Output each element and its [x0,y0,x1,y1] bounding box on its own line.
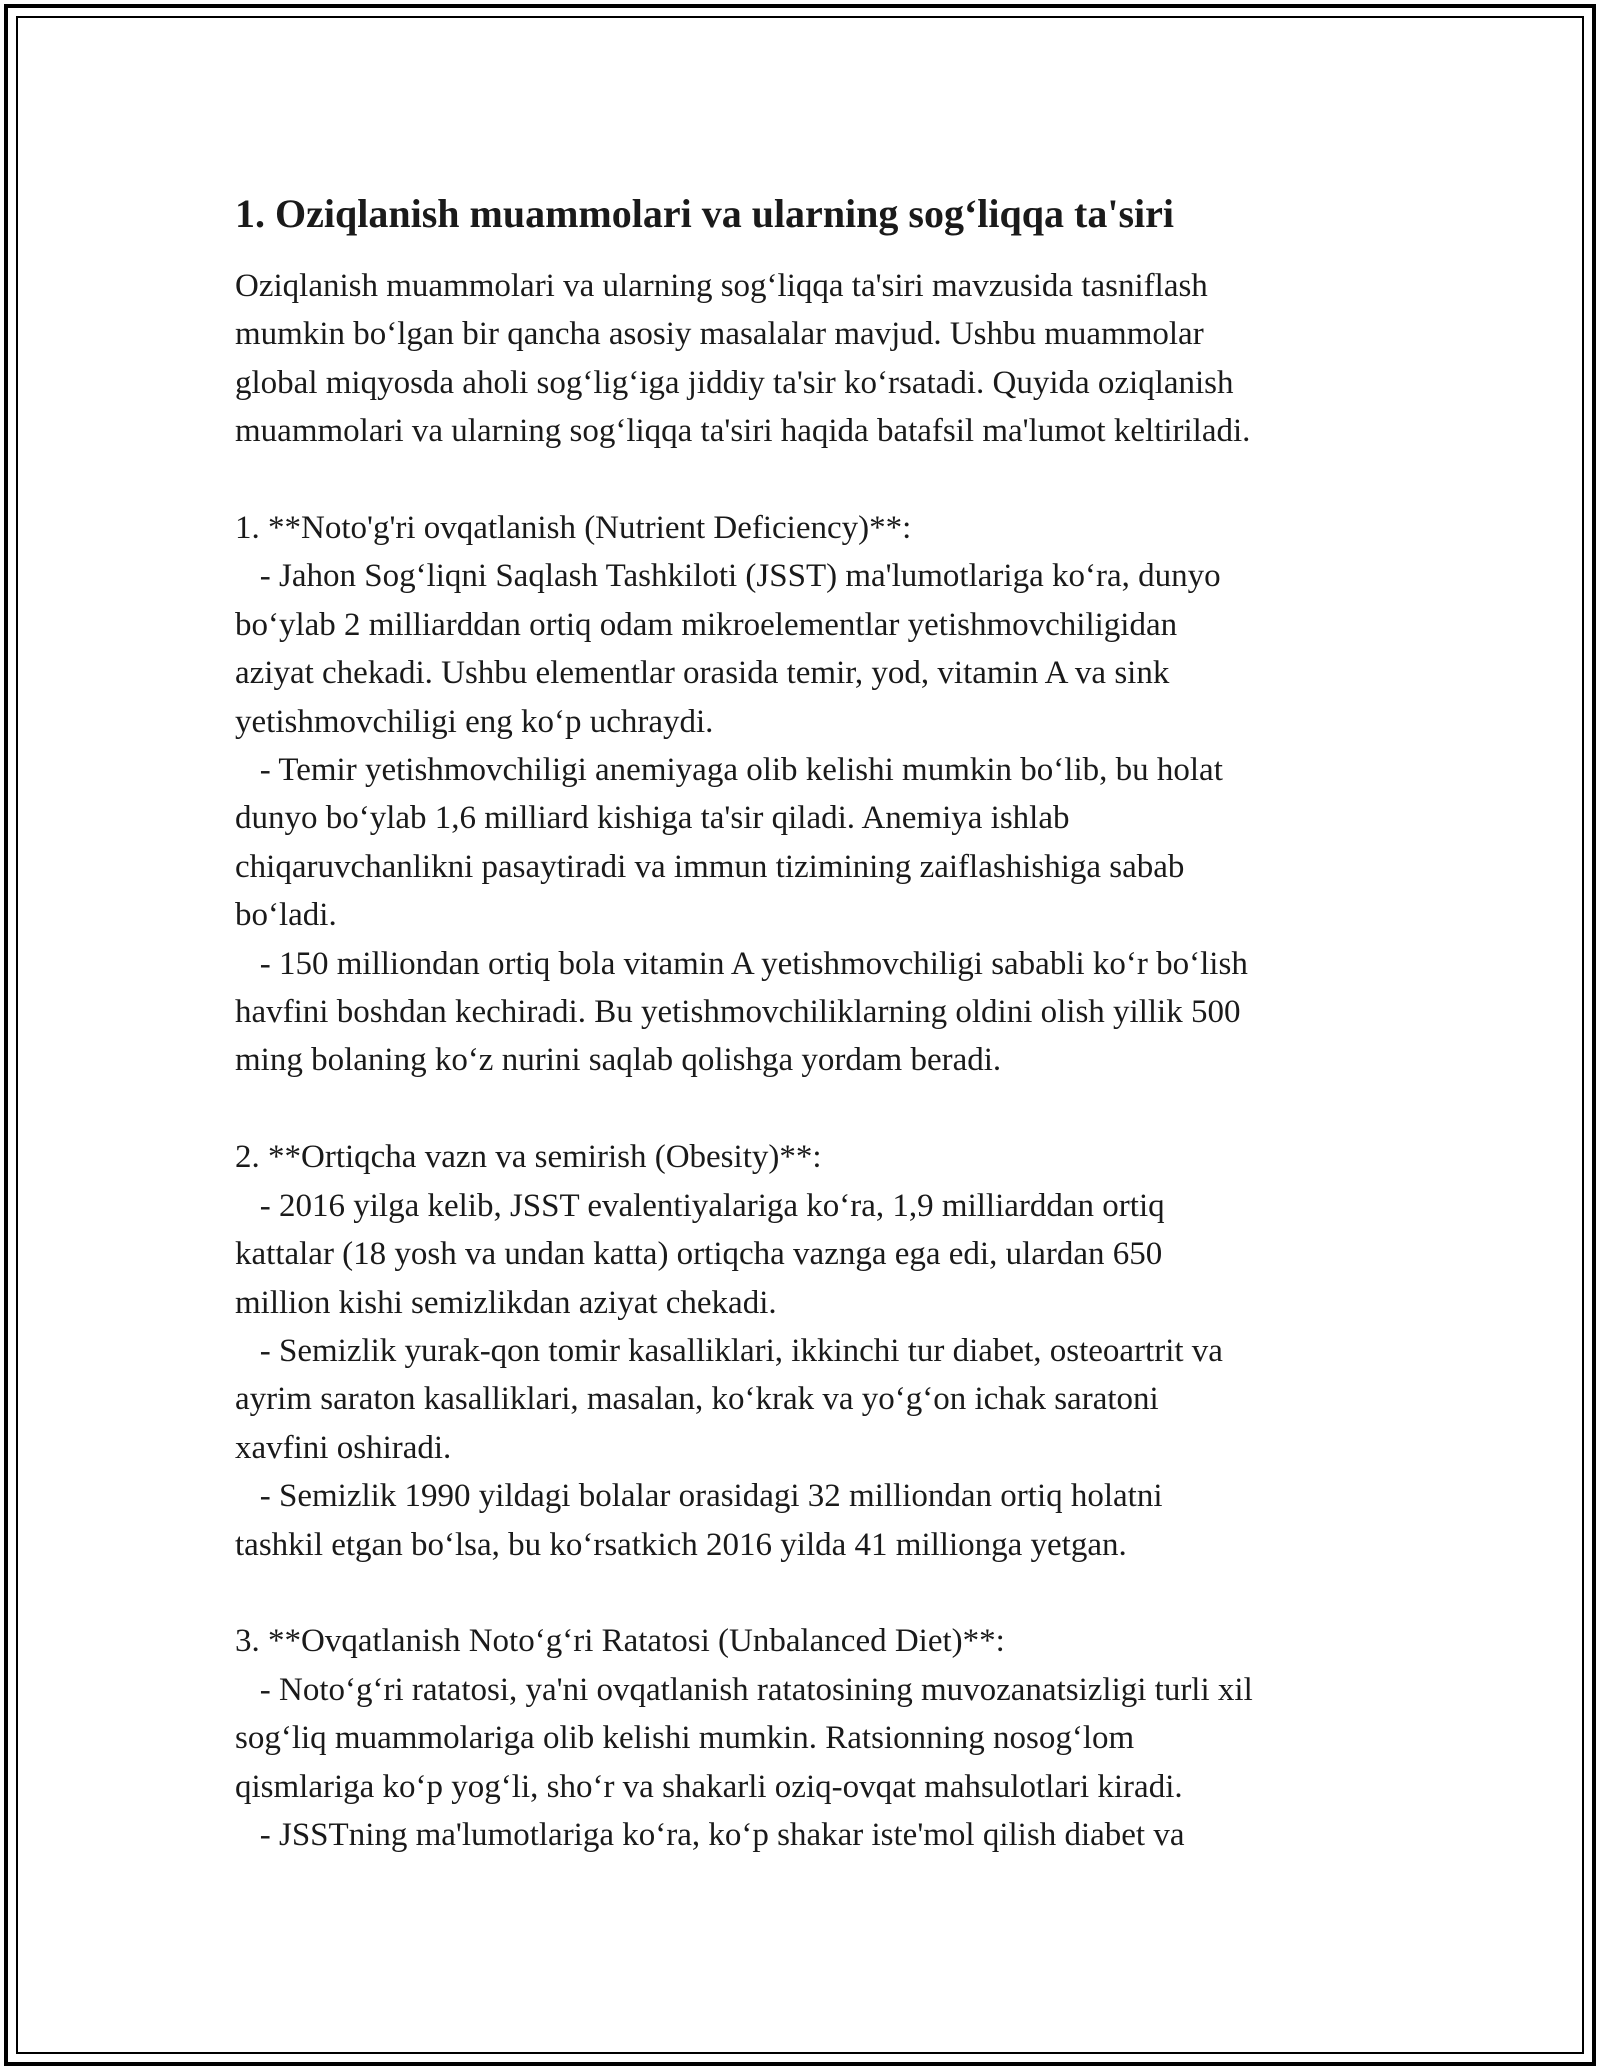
section-heading: 3. **Ovqatlanish Noto‘g‘ri Ratatosi (Unbalanced Diet)**: [235,1623,1005,1660]
text-line: xavfini oshiradi. [235,1429,452,1466]
text-line: chiqaruvchanlikni pasaytiradi va immun tizimining zaiflashishiga sabab [235,848,1185,885]
text-line: - 150 milliondan ortiq bola vitamin A yetishmovchiligi sababli ko‘r bo‘lish [235,945,1248,982]
text-line: - JSSTning ma'lumotlariga ko‘ra, ko‘p shakar iste'mol qilish diabet va [235,1816,1185,1853]
text-line: yetishmovchiligi eng ko‘p uchraydi. [235,703,714,740]
text-line: Oziqlanish muammolari va ularning sog‘liqqa ta'siri mavzusida tasniflash [235,268,1208,304]
text-line: aziyat chekadi. Ushbu elementlar orasida temir, yod, vitamin A va sink [235,655,1170,692]
section-heading: 1. **Noto'g'ri ovqatlanish (Nutrient Deficiency)**: [235,510,912,547]
text-line: muammolari va ularning sog‘liqqa ta'siri haqida batafsil ma'lumot keltiriladi. [235,413,1251,450]
text-line: - 2016 yilga kelib, JSST evalentiyalariga ko‘ra, 1,9 milliarddan ortiq [235,1187,1165,1224]
text-line: global miqyosda aholi sog‘lig‘iga jiddiy ta'sir ko‘rsatadi. Quyida oziqlanish [235,364,1234,401]
intro-paragraph [235,262,1375,504]
text-line: havfini boshdan kechiradi. Bu yetishmovchiliklarning oldini olish yillik 500 [235,994,1241,1031]
text-line: dunyo bo‘ylab 1,6 milliard kishiga ta'sir qiladi. Anemiya ishlab [235,800,1070,837]
text-line: mumkin bo‘lgan bir qancha asosiy masalalar mavjud. Ushbu muammolar [235,316,1204,353]
section-heading: 2. **Ortiqcha vazn va semirish (Obesity)**: [235,1139,822,1176]
document-title: 1. Oziqlanish muammolari va ularning sog‘liqqa ta'siri [235,191,1175,236]
document-body [235,186,1375,1859]
section-obesity [235,1133,1375,1617]
text-line: ming bolaning ko‘z nurini saqlab qolishga yordam beradi. [235,1042,1002,1079]
text-line: - Semizlik yurak-qon tomir kasalliklari, ikkinchi tur diabet, osteoartrit va [235,1332,1223,1369]
text-line: bo‘ladi. [235,897,337,934]
text-line: million kishi semizlikdan aziyat chekadi. [235,1284,777,1321]
text-line: ayrim saraton kasalliklari, masalan, ko‘krak va yo‘g‘on ichak saratoni [235,1381,1159,1418]
paragraph-gap [235,1569,1375,1617]
text-line: qismlariga ko‘p yog‘li, sho‘r va shakarli oziq-ovqat mahsulotlari kiradi. [235,1768,1183,1805]
text-line: - Jahon Sog‘liqni Saqlash Tashkiloti (JSST) ma'lumotlariga ko‘ra, dunyo [235,558,1221,595]
text-line: - Noto‘g‘ri ratatosi, ya'ni ovqatlanish ratatosining muvozanatsizligi turli xil [235,1671,1253,1708]
text-line: - Semizlik 1990 yildagi bolalar orasidagi 32 milliondan ortiq holatni [235,1478,1163,1515]
text-line: tashkil etgan bo‘lsa, bu ko‘rsatkich 2016 yilda 41 millionga yetgan. [235,1526,1127,1563]
paragraph-gap [235,1085,1375,1133]
text-line: kattalar (18 yosh va undan katta) ortiqcha vaznga ega edi, ulardan 650 [235,1236,1163,1273]
text-line: sog‘liq muammolariga olib kelishi mumkin. Ratsionning nosog‘lom [235,1720,1135,1757]
text-line: - Temir yetishmovchiligi anemiyaga olib kelishi mumkin bo‘lib, bu holat [235,752,1223,789]
paragraph-gap [235,456,1375,504]
section-nutrient-deficiency [235,504,1375,1133]
section-unbalanced-diet [235,1617,1375,1859]
text-line: bo‘ylab 2 milliarddan ortiq odam mikroelementlar yetishmovchiligidan [235,606,1178,643]
